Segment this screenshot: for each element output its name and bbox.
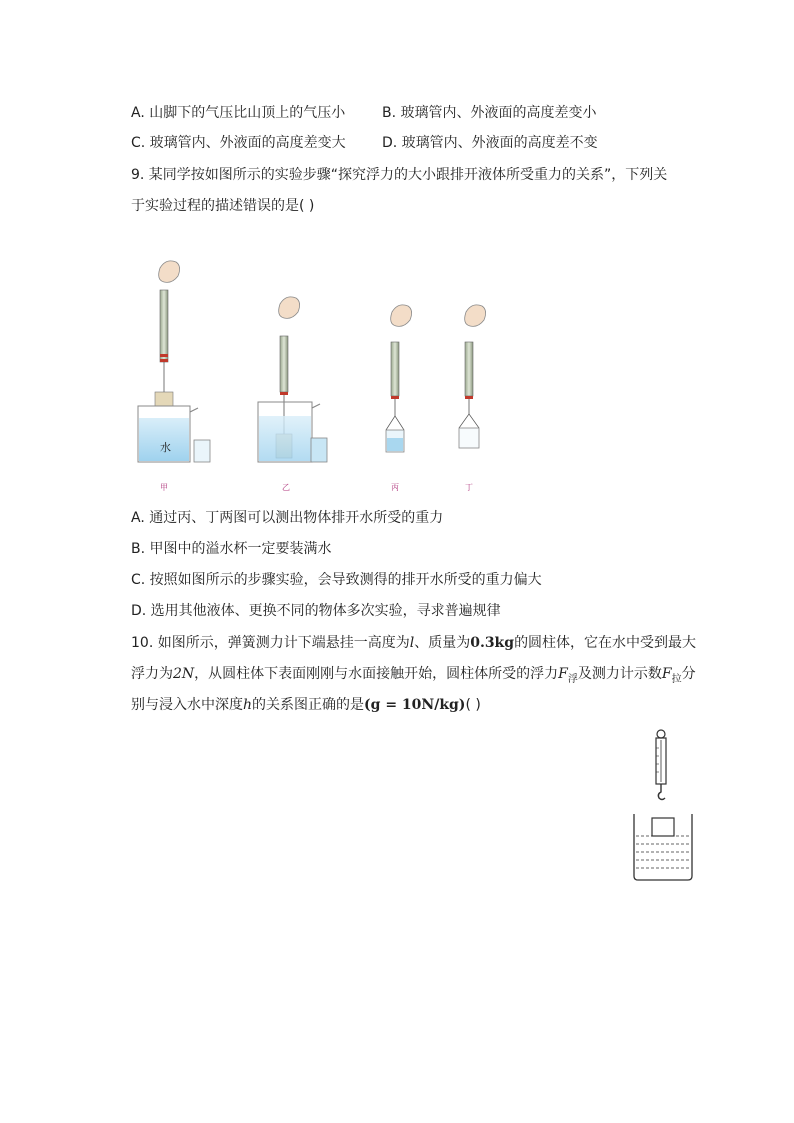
figure-bing (386, 305, 412, 492)
hand-icon (159, 261, 180, 283)
q8-option-d: D. 玻璃管内、外液面的高度差不变 (382, 135, 598, 151)
water-icon (259, 416, 311, 461)
hand-icon (391, 305, 412, 327)
spring-scale-icon (391, 342, 399, 396)
caption-ding: 丁 (465, 483, 473, 492)
metal-block-icon (155, 392, 173, 406)
q9-experiment-figure (130, 250, 490, 500)
small-beaker-icon (194, 440, 210, 462)
q9-option-c: C. 按照如图所示的步骤实验，会导致测得的排开水所受的重力偏大 (131, 572, 542, 588)
q9-option-d: D. 选用其他液体、更换不同的物体多次实验，寻求普遍规律 (131, 603, 501, 619)
spring-scale-icon (160, 290, 168, 362)
q10-stem-line2: 浮力为2N，从圆柱体下表面刚刚与水面接触开始，圆柱体所受的浮力$F_浮$及测力计示数$F_拉$分 (131, 666, 696, 685)
q10-apparatus-figure (628, 728, 698, 884)
caption-bing: 丙 (391, 483, 399, 492)
q9-stem-line1: 9. 某同学按如图所示的实验步骤“探究浮力的大小跟排开液体所受重力的关系”，下列关 (131, 167, 668, 183)
small-beaker-icon (311, 438, 327, 462)
cylinder-icon (652, 818, 674, 836)
water-icon (139, 418, 189, 461)
q10-stem-line1: 10. 如图所示，弹簧测力计下端悬挂一高度为l、质量为0.3kg的圆柱体，它在水中受到最大 (131, 635, 697, 651)
water-surface-icon (636, 836, 690, 868)
q9-stem-line2: 于实验过程的描述错误的是( ) (131, 198, 315, 214)
water-label: 水 (160, 441, 171, 454)
q8-option-c: C. 玻璃管内、外液面的高度差变大 (131, 135, 346, 151)
q9-option-a: A. 通过丙、丁两图可以测出物体排开水所受的重力 (131, 510, 444, 526)
small-beaker-icon (459, 428, 479, 448)
figure-yi (258, 297, 327, 492)
hand-icon (465, 305, 486, 327)
hook-icon (658, 784, 665, 800)
caption-jia: 甲 (160, 483, 168, 492)
spring-scale-icon (280, 336, 288, 392)
q8-option-a: A. 山脚下的气压比山顶上的气压小 (131, 105, 346, 121)
q9-option-b: B. 甲图中的溢水杯一定要装满水 (131, 541, 332, 557)
spring-scale-icon (465, 342, 473, 396)
figure-jia (138, 261, 210, 492)
figure-ding (459, 305, 486, 492)
q10-stem-line3: 别与浸入水中深度h的关系图正确的是(g = 10N/kg)( ) (131, 697, 481, 713)
q8-option-b: B. 玻璃管内、外液面的高度差变小 (382, 105, 597, 121)
caption-yi: 乙 (282, 483, 290, 492)
hand-icon (279, 297, 300, 319)
ring-icon (657, 730, 665, 738)
